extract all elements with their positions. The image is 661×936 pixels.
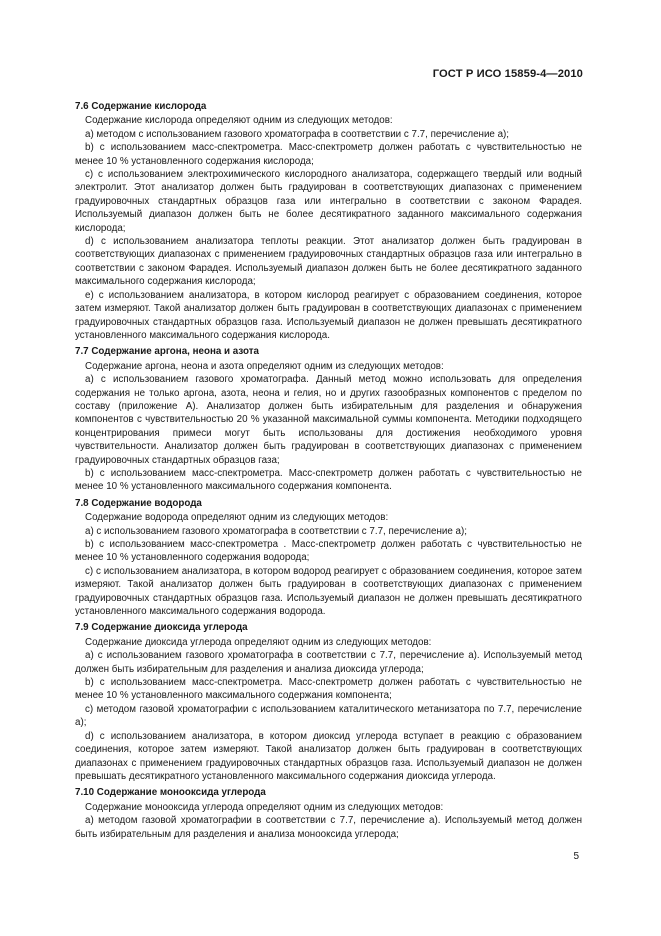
section-heading: 7.8 Содержание водорода	[75, 497, 202, 509]
section-paragraph: а) с использованием газового хроматографа в соответствии с 7.7, перечисление а). Используемый метод должен быть избирательным для разделения и анализа диоксида углерода;	[75, 650, 582, 675]
section-paragraph: с) с использованием анализатора, в котором водород реагирует с образованием соединения, которое затем измеряют. Такой анализатор должен быть градуирован в соответствующих диапазонах с применением градуировочных стандартных образцов газа. Используемый диапазон не должен превышать десятикратного установленного максимального содержания водорода.	[75, 565, 582, 618]
section-paragraph: b) с использованием масс-спектрометра. Масс-спектрометр должен работать с чувствительностью не менее 10 % установленного максимального содержания компонента.	[75, 467, 582, 493]
section-paragraph: с) методом газовой хроматографии с использованием каталитического метанизатора по 7.7, перечисление а);	[75, 703, 582, 729]
section-paragraph: b) с использованием масс-спектрометра . Масс-спектрометр должен работать с чувствительностью не менее 10 % установленного содержания водорода;	[75, 539, 582, 564]
standard-header: ГОСТ Р ИСО 15859-4—2010	[432, 68, 583, 80]
section-paragraph: а) методом газовой хроматографии в соответствии с 7.7, перечисление а). Используемый метод должен быть избирательным для разделения и анализа монооксида углерода;	[75, 815, 582, 840]
section-paragraph: Содержание монооксида углерода определяют одним из следующих методов:	[85, 801, 444, 813]
section-paragraph: Содержание диоксида углерода определяют одним из следующих методов:	[85, 636, 432, 648]
section-paragraph: а) с использованием газового хроматографа в соответствии с 7.7, перечисление а);	[85, 525, 467, 537]
section-heading: 7.6 Содержание кислорода	[75, 101, 207, 112]
section-paragraph: Содержание водорода определяют одним из следующих методов:	[85, 512, 389, 524]
section-paragraph: Содержание кислорода определяют одним из следующих методов:	[85, 115, 393, 127]
section-paragraph: с) с использованием электрохимического кислородного анализатора, содержащего твердый или водный электролит. Этот анализатор должен быть градуирован в соответствующих диапазонах с применением градуировочных стандартных образцов газа или интегрально в соответствии с законом Фарадея. Используемый диапазон должен быть не более десятикратного заданного максимального содержания кислорода;	[75, 169, 582, 234]
section-paragraph: а) с использованием газового хроматографа. Данный метод можно использовать для определения содержания не только аргона, азота, неона и гелия, но и других газообразных компонентов с пределом по составу (приложение А). Анализатор должен быть избирательным для разделения и обнаружения компонентов с чувствительностью 20 % указанной максимальной суммы компонента. Методики подходящего концентрирования примеси могут быть использованы для достижения необходимого уровня чувствительности. Анализатор должен быть градуирован в соответствующих диапазонах с применением градуировочных стандартных образцов газа;	[75, 374, 582, 466]
section-paragraph: а) методом с использованием газового хроматографа в соответствии с 7.7, перечисление а);	[85, 128, 510, 140]
section-paragraph: d) с использованием анализатора, в котором диоксид углерода вступает в реакцию с образованием соединения, которое затем измеряют. Такой анализатор должен быть градуирован в соответствующих диапазонах с применением градуировочных стандартных образцов газа. Используемый диапазон не должен превышать десятикратного установленного максимального содержания диоксида углерода.	[75, 730, 582, 782]
section-paragraph: Содержание аргона, неона и азота определяют одним из следующих методов:	[85, 360, 444, 372]
section-paragraph: b) с использованием масс-спектрометра. Масс-спектрометр должен работать с чувствительностью не менее 10 % установленного максимального содержания компонента;	[75, 677, 582, 702]
section-heading: 7.7 Содержание аргона, неона и азота	[75, 346, 259, 358]
section-paragraph: d) с использованием анализатора теплоты реакции. Этот анализатор должен быть градуирован в соответствующих диапазонах с применением градуировочных стандартных образцов газа или интегрально в соответствии с законом Фарадея. Используемый диапазон должен быть не более десятикратного заданного максимального содержания кислорода;	[75, 236, 582, 288]
section-heading: 7.10 Содержание монооксида углерода	[75, 787, 266, 799]
page-number: 5	[573, 851, 579, 862]
section-paragraph: е) с использованием анализатора, в котором кислород реагирует с образованием соединения, которое затем измеряют. Такой анализатор должен быть градуирован в соответствующих диапазонах с применением градуировочных стандартных образцов газа. Используемый диапазон не должен превышать десятикратного установленного максимального содержания кислорода.	[75, 289, 582, 341]
section-heading: 7.9 Содержание диоксида углерода	[75, 622, 248, 634]
section-paragraph: b) с использованием масс-спектрометра. Масс-спектрометр должен работать с чувствительностью не менее 10 % установленного содержания кислорода;	[75, 142, 582, 167]
document-body	[75, 97, 582, 841]
